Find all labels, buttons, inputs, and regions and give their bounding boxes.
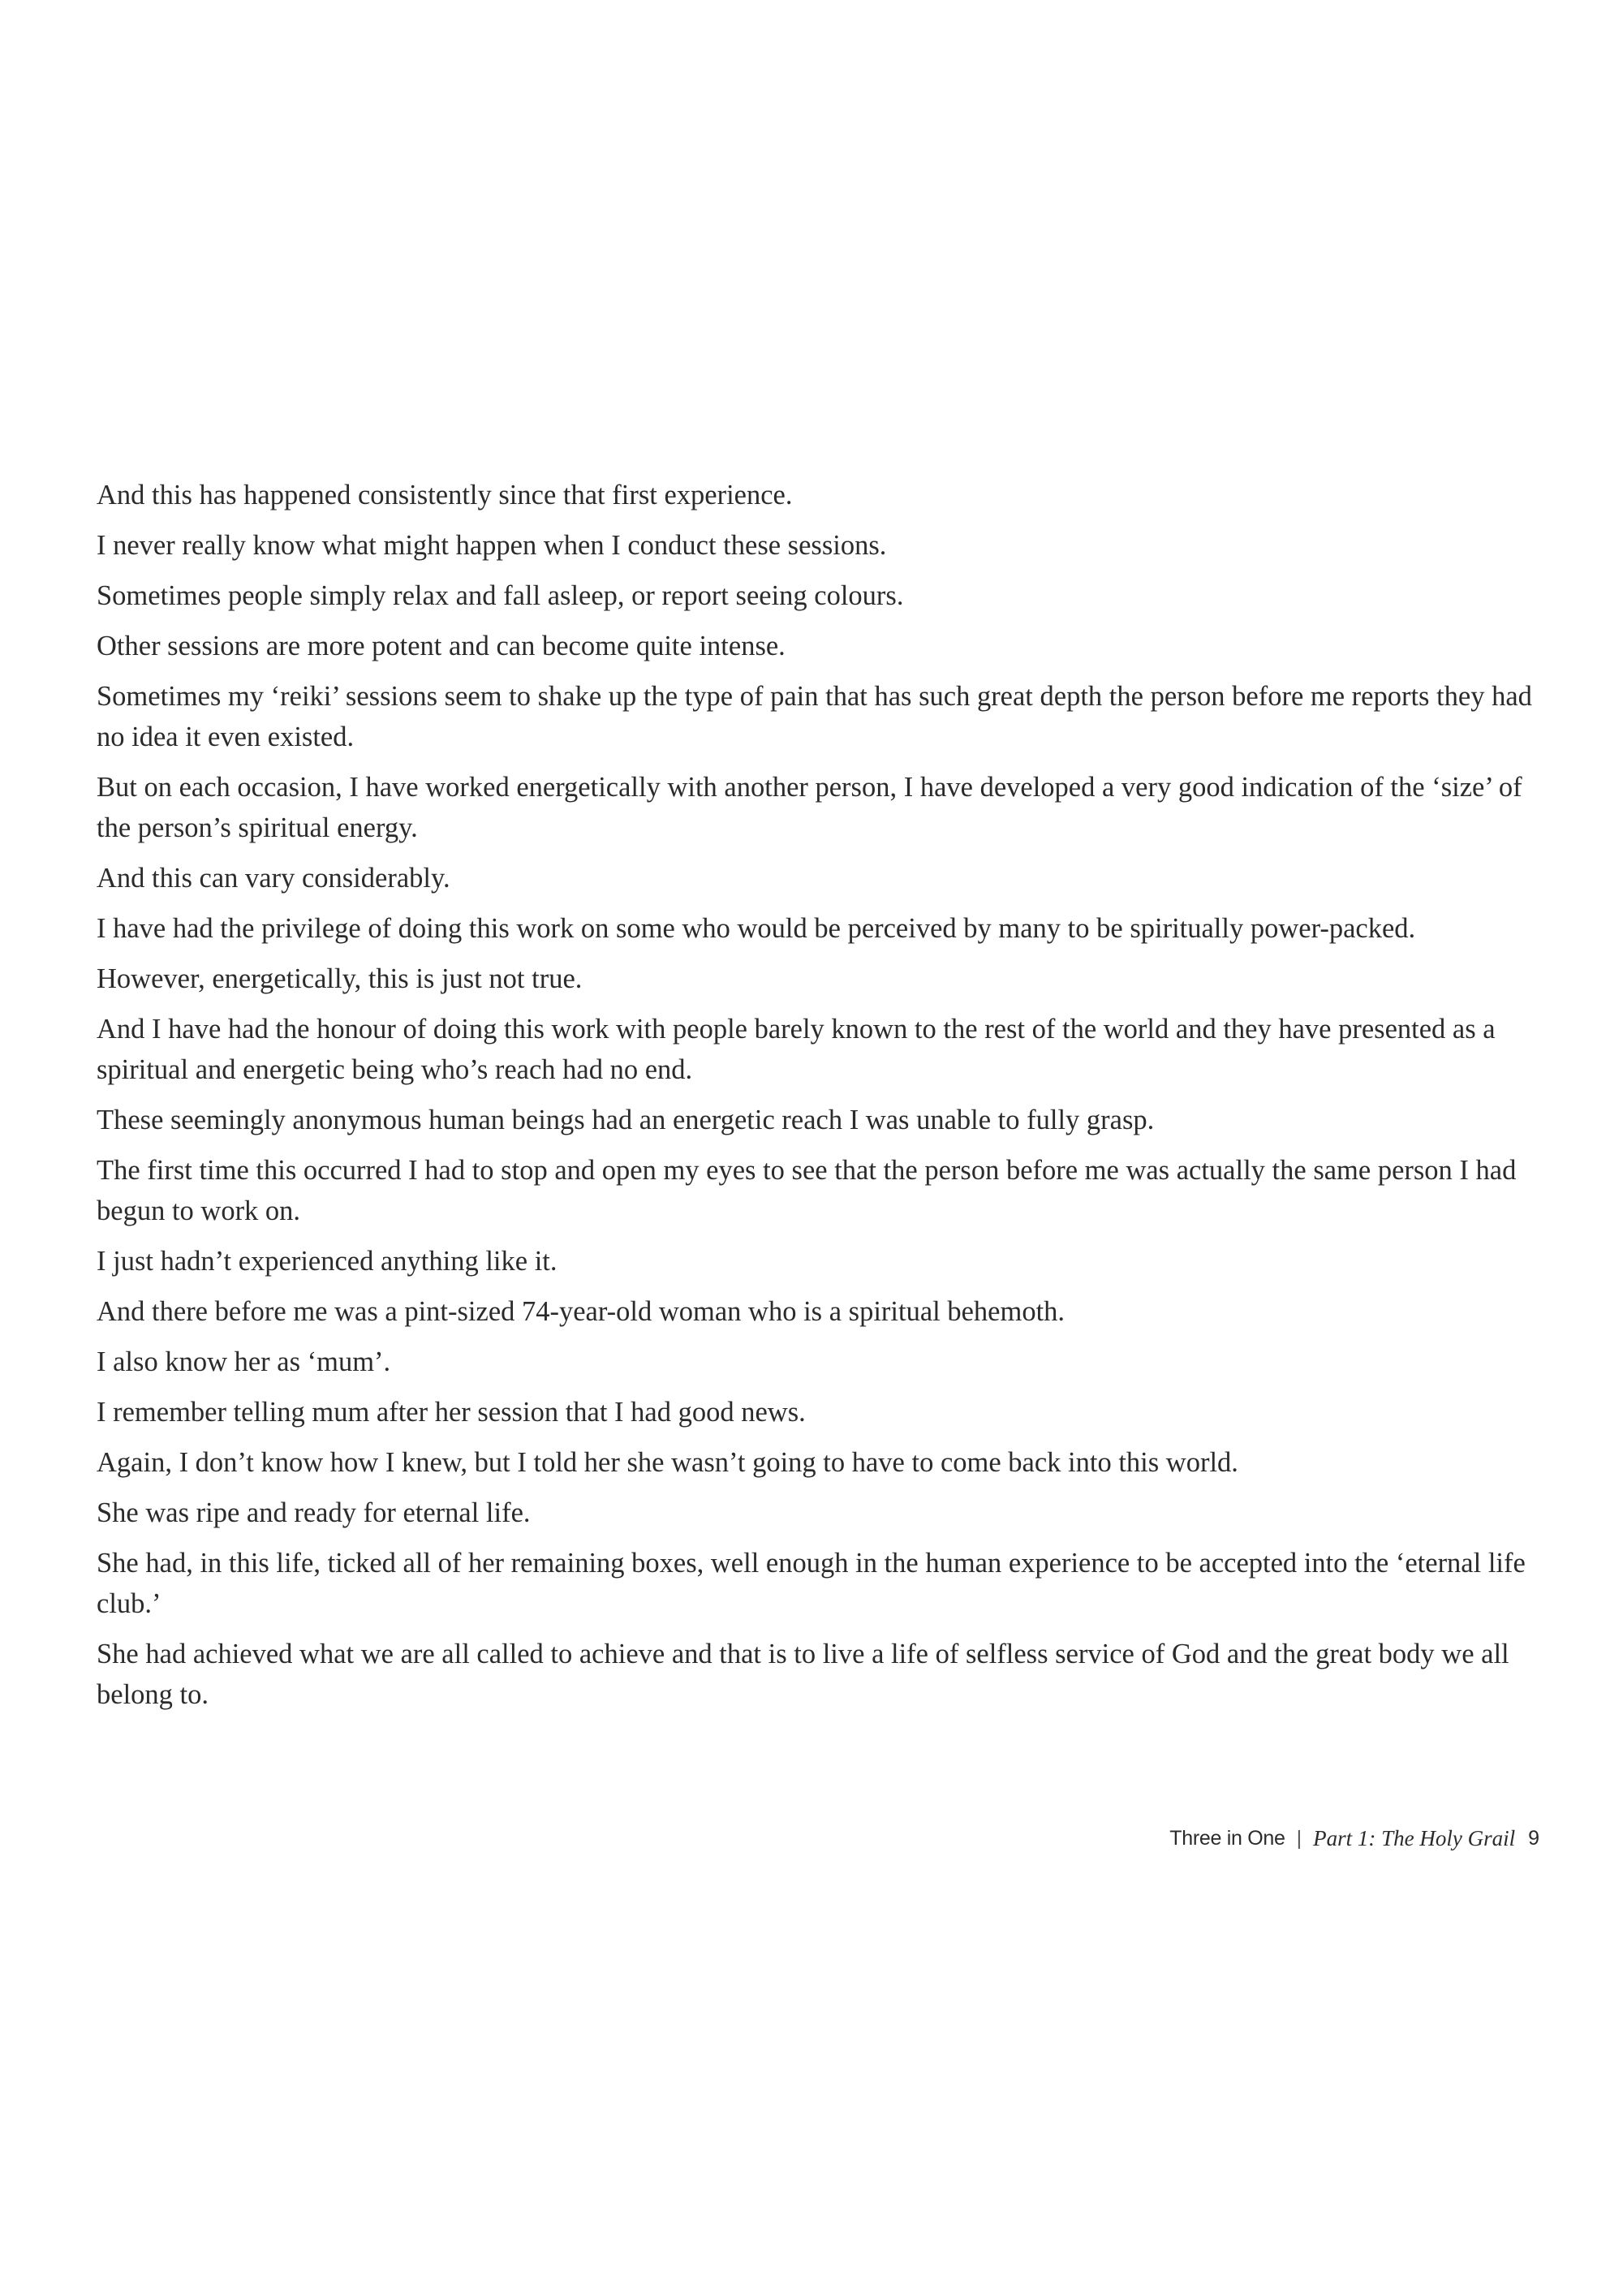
- body-text: [97, 475, 1541, 1725]
- paragraph-10: And I have had the honour of doing this work with people barely known to the rest of the world and they have presented as a spiritual and energetic being who’s reach had no end.: [97, 1014, 1496, 1085]
- footer-book-title: Three in One: [1169, 1826, 1285, 1850]
- paragraph-4: Other sessions are more potent and can become quite intense.: [97, 631, 786, 661]
- paragraph-13: I just hadn’t experienced anything like it.: [97, 1246, 558, 1277]
- paragraph-14: And there before me was a pint-sized 74-year-old woman who is a spiritual behemoth.: [97, 1296, 1065, 1327]
- paragraph-12: The first time this occurred I had to stop and open my eyes to see that the person before me was actually the same person I had begun to work on.: [97, 1155, 1517, 1226]
- paragraph-16: I remember telling mum after her session that I had good news.: [97, 1397, 806, 1428]
- paragraph-11: These seemingly anonymous human beings had an energetic reach I was unable to fully grasp.: [97, 1105, 1155, 1135]
- footer-part-title: Part 1: The Holy Grail: [1313, 1825, 1516, 1850]
- paragraph-7: And this can vary considerably.: [97, 863, 450, 894]
- page-number: 9: [1528, 1826, 1539, 1850]
- paragraph-6: But on each occasion, I have worked energetically with another person, I have developed a very good indication of the ‘size’ of the person’s spiritual energy.: [97, 772, 1522, 843]
- paragraph-9: However, energetically, this is just not true.: [97, 963, 583, 994]
- paragraph-20: She had achieved what we are all called to achieve and that is to live a life of selfless service of God and the great body we all belong to.: [97, 1639, 1509, 1710]
- paragraph-3: Sometimes people simply relax and fall asleep, or report seeing colours.: [97, 580, 904, 611]
- paragraph-2: I never really know what might happen when I conduct these sessions.: [97, 530, 887, 561]
- paragraph-19: She had, in this life, ticked all of her remaining boxes, well enough in the human experience to be accepted into the ‘eternal life club.’: [97, 1548, 1526, 1619]
- footer-separator: |: [1296, 1826, 1302, 1850]
- paragraph-15: I also know her as ‘mum’.: [97, 1346, 391, 1377]
- paragraph-5: Sometimes my ‘reiki’ sessions seem to shake up the type of pain that has such great depth the person before me reports they had no idea it even existed.: [97, 681, 1532, 752]
- paragraph-1: And this has happened consistently since that first experience.: [97, 480, 793, 510]
- page-footer: [1169, 1822, 1539, 1854]
- paragraph-18: She was ripe and ready for eternal life.: [97, 1497, 531, 1528]
- paragraph-8: I have had the privilege of doing this work on some who would be perceived by many to be spiritually power-packed.: [97, 913, 1416, 944]
- paragraph-17: Again, I don’t know how I knew, but I told her she wasn’t going to have to come back into this world.: [97, 1447, 1238, 1478]
